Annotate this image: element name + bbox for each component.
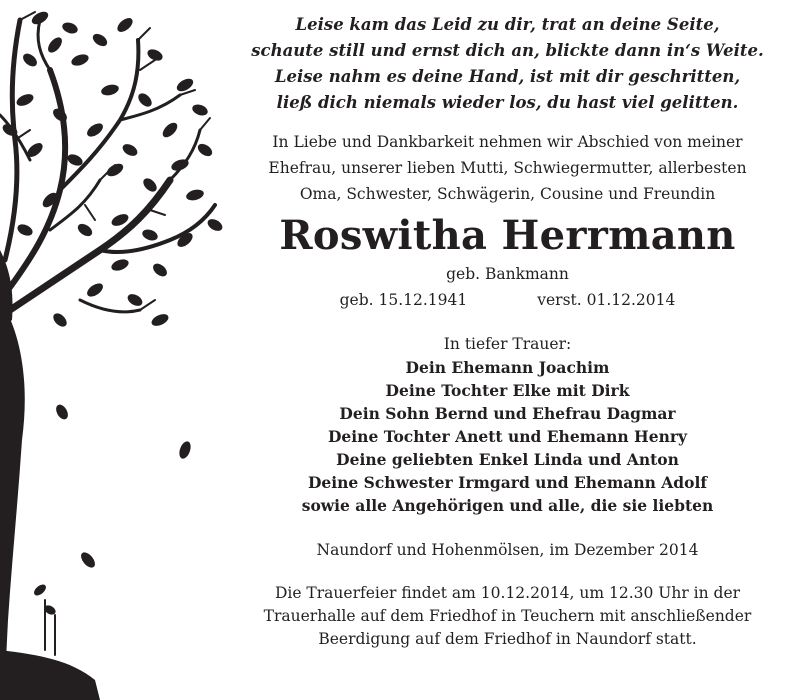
mourner: sowie alle Angehörigen und alle, die sie liebten <box>301 496 714 515</box>
intro-line: Oma, Schwester, Schwägerin, Cousine und Freundin <box>299 185 716 203</box>
funeral-info <box>215 582 800 651</box>
mourner: Deine Tochter Anett und Ehemann Henry <box>327 427 688 446</box>
obituary-content <box>215 0 800 700</box>
funeral-line: Trauerhalle auf dem Friedhof in Teuchern mit anschließender <box>263 607 752 625</box>
intro-line: In Liebe und Dankbarkeit nehmen wir Abschied von meiner <box>272 133 743 151</box>
life-dates <box>215 288 800 312</box>
intro-line: Ehefrau, unserer lieben Mutti, Schwiegermutter, allerbesten <box>268 159 747 177</box>
place-date: Naundorf und Hohenmölsen, im Dezember 2014 <box>316 541 699 559</box>
birth-date: geb. 15.12.1941 <box>339 291 468 309</box>
mourner: Deine Tochter Elke mit Dirk <box>385 381 630 400</box>
poem-line: ließ dich niemals wieder los, du hast viel gelitten. <box>276 93 739 112</box>
mourners-list <box>215 333 800 517</box>
mourner: Dein Ehemann Joachim <box>405 358 610 377</box>
poem-line: schaute still und ernst dich an, blickte dann in‘s Weite. <box>251 41 764 60</box>
intro-text <box>215 129 800 207</box>
poem-line: Leise nahm es deine Hand, ist mit dir geschritten, <box>274 67 741 86</box>
deceased-name: Roswitha Herrmann <box>279 212 736 259</box>
mourner: Dein Sohn Bernd und Ehefrau Dagmar <box>339 404 676 423</box>
mourner: Deine geliebten Enkel Linda und Anton <box>336 450 679 469</box>
maiden-name: geb. Bankmann <box>446 265 569 283</box>
funeral-line: Beerdigung auf dem Friedhof in Naundorf statt. <box>318 630 697 648</box>
poem-line: Leise kam das Leid zu dir, trat an deine Seite, <box>295 15 720 34</box>
mourning-intro: In tiefer Trauer: <box>443 335 572 353</box>
poem <box>215 12 800 116</box>
death-date: verst. 01.12.2014 <box>537 291 676 309</box>
funeral-line: Die Trauerfeier findet am 10.12.2014, um 12.30 Uhr in der <box>274 584 741 602</box>
tree-silhouette-icon <box>0 0 240 700</box>
mourner: Deine Schwester Irmgard und Ehemann Adolf <box>307 473 708 492</box>
